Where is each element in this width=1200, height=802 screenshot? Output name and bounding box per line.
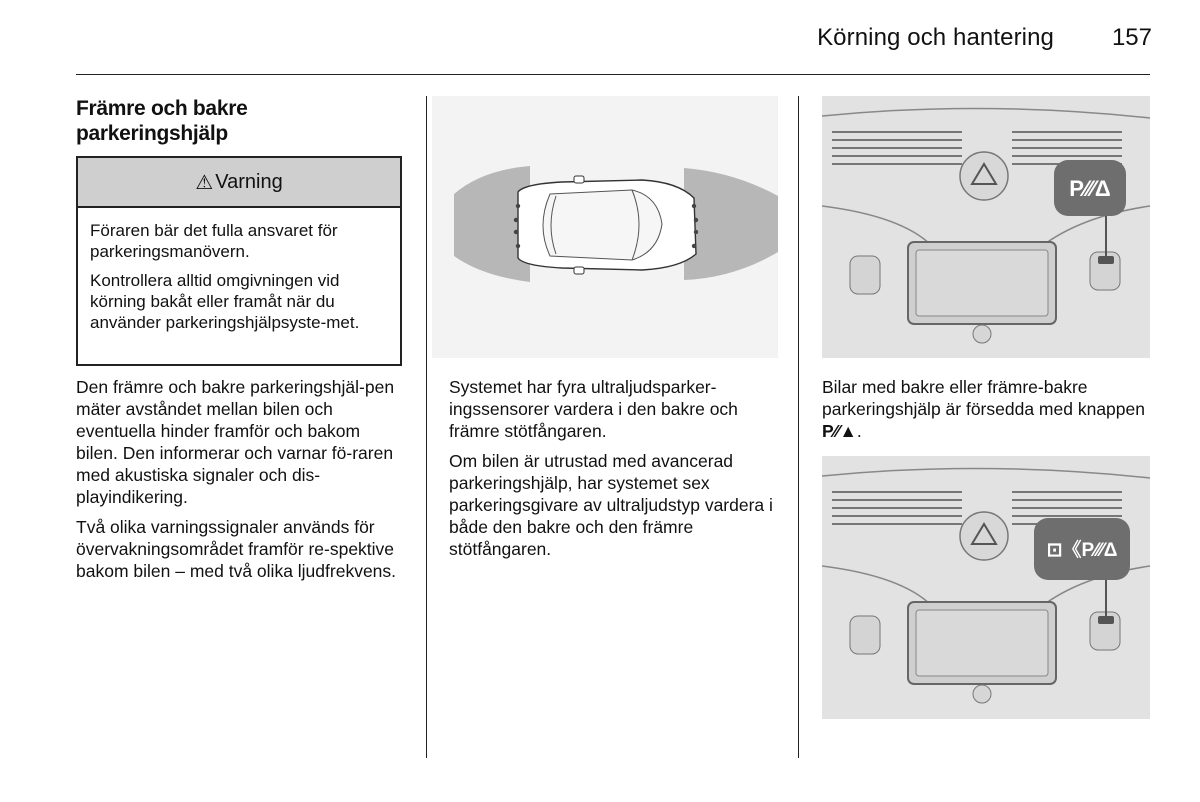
warning-paragraph: Kontrollera alltid omgivningen vid körning bakåt eller framåt när du använder parkeringshjälpsyste-met. <box>90 271 360 332</box>
column-divider <box>798 96 799 758</box>
body-paragraph: Två olika varningssignaler används för övervakningsområdet framför re-spektive bakom bilen – med två olika ljudfrekvens. <box>76 517 397 581</box>
warning-header <box>78 158 400 208</box>
parking-sensor-zones-illustration <box>432 96 778 358</box>
section-heading-line: parkeringshjälp <box>76 122 228 145</box>
body-paragraph <box>822 376 1150 442</box>
column-3-text <box>822 376 1150 450</box>
warning-label: Varning <box>215 170 283 193</box>
dashboard-advanced-parking-button-illustration <box>822 456 1150 719</box>
column-2-text <box>449 376 781 568</box>
column-divider <box>426 96 427 758</box>
body-paragraph-text: Bilar med bakre eller främre-bakre parkeringshjälp är försedda med knappen <box>822 377 1145 419</box>
warning-triangle-icon: ⚠ <box>195 171 214 194</box>
callout-label: ⊡《P⁄⁄⁄Δ <box>1046 540 1118 561</box>
warning-body <box>78 208 400 333</box>
body-paragraph: Systemet har fyra ultraljudsparker-ingssensorer vardera i den bakre och främre stötfångaren. <box>449 377 738 441</box>
page-number: 157 <box>1111 24 1152 51</box>
body-paragraph-end: . <box>856 421 862 441</box>
callout-label: P⁄⁄⁄Δ <box>1069 176 1111 201</box>
body-paragraph: Den främre och bakre parkeringshjäl-pen mäter avståndet mellan bilen och eventuella hinder framför och bakom bilen. Den informerar och varnar fö-raren med akustiska signaler och dis-playindikering. <box>76 377 395 507</box>
dashboard-parking-button-illustration <box>822 96 1150 358</box>
section-heading-line: Främre och bakre <box>76 97 248 120</box>
warning-box <box>76 156 402 366</box>
parking-button-icon: P⁄⁄▲ <box>822 421 857 441</box>
running-header-title: Körning och hantering <box>817 24 1054 51</box>
header-rule <box>76 74 1150 75</box>
section-heading <box>76 96 406 146</box>
body-paragraph: Om bilen är utrustad med avancerad parkeringshjälp, har systemet sex parkeringsgivare av ultraljudstyp vardera i både den bakre och den främre stötfångaren. <box>449 451 773 559</box>
warning-paragraph: Föraren bär det fulla ansvaret för parkeringsmanövern. <box>90 221 338 261</box>
column-1-text <box>76 376 406 590</box>
